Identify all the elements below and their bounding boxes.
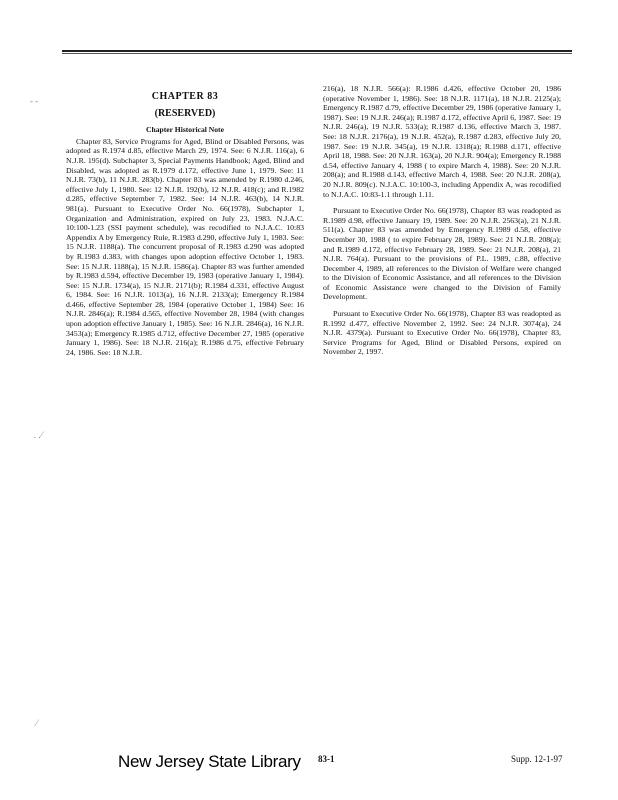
historical-note-paragraph: 216(a), 18 N.J.R. 566(a): R.1986 d.426, effective October 20, 1986 (operative November 1, 1986). See: 18 N.J.R. 1171(a), 18 N.J.R. 2125(a); Emergency R.1987 d.79, effective December 29, 1986 (operative January 1, 1987). See: 19 N.J.R. 246(a); R.1987 d.172, effective April 6, 1987. See: 19 N.J.R. 246(a), 19 N.J.R. 533(a); R.1987 d.136, effective March 3, 1987. See: 18 N.J.R. 2176(a), 19 N.J.R. 452(a), R.1987 d.283, effective July 20, 1987. See: 19 N.J.R. 345(a), 19 N.J.R. 1318(a); R.1988 d.171, effective April 18, 1988. See: 20 N.J.R. 163(a), 20 N.J.R. 904(a); Emergency R.1988 d.54, effective January 4, 1988 ( to expire March 4, 1988). See: 20 N.J.R. 208(a); and R.1988 d.143, effective March 4, 1988. See: 20 N.J.R. 208(a), 20 N.J.R. 809(c). N.J.A.C. 10:100-3, including Appendix A, was recodified to N.J.A.C. 10:83-1.1 through 1.11.	[323, 84, 561, 199]
left-column	[66, 84, 304, 364]
right-column	[323, 84, 561, 364]
historical-note-paragraph: Pursuant to Executive Order No. 66(1978), Chapter 83 was readopted as R.1989 d.98, effective January 19, 1989. See: 20 N.J.R. 2563(a), 21 N.J.R. 511(a). Chapter 83 was amended by Emergency R.1989 d.58, effective December 30, 1988 ( to expire February 28, 1989). See: 21 N.J.R. 208(a); and R.1989 d.172, effective February 28, 1989. See: 21 N.J.R. 208(a), 21 N.J.R. 764(a). Pursuant to the provisions of P.L. 1989, c.88, effective December 4, 1989, all references to the Division of Welfare were changed to the Division of Economic Assistance, and all references to the Division of Economic Assistance were changed to the Division of Family Development.	[323, 206, 561, 302]
top-rule-secondary	[62, 53, 572, 54]
chapter-title: CHAPTER 83	[151, 91, 219, 102]
top-rule	[62, 50, 572, 52]
page-number: 83-1	[318, 754, 335, 764]
margin-mark: ⁄	[36, 718, 38, 728]
historical-note-paragraph: Chapter 83, Service Programs for Aged, Blind or Disabled Persons, was adopted as R.1974 d.85, effective March 29, 1974. See: 6 N.J.R. 116(a), 6 N.J.R. 195(d). Subchapter 3, Special Payments Handbook; Aged, Blind and Disabled, was adopted as R.1979 d.172, effective June 1, 1979. See: 11 N.J.R. 73(b), 11 N.J.R. 283(b). Chapter 83 was amended by R.1980 d.246, effective July 1, 1980. See: 12 N.J.R. 192(b), 12 N.J.R. 418(c); and R.1982 d.285, effective September 7, 1982. See: 14 N.J.R. 463(b), 14 N.J.R. 981(a). Pursuant to Executive Order No. 66(1978), Subchapter 1, Organization and Administration, expired on July 23, 1983. N.J.A.C. 10:100-1.23 (SSI payment schedule), was recodified to N.J.A.C. 10:83 Appendix A by Emergency Rule, R.1983 d.290, effective July 1, 1983. See: 15 N.J.R. 1188(a). The concurrent proposal of R.1983 d.290 was adopted by R.1983 d.383, with changes upon adoption effective October 1, 1983. See: 15 N.J.R. 1188(a), 15 N.J.R. 1586(a). Chapter 83 was further amended by R.1983 d.594, effective December 19, 1983 (operative January 1, 1984). See: 15 N.J.R. 1734(a), 15 N.J.R. 2171(b); R.1984 d.331, effective August 6, 1984. See: 16 N.J.R. 1013(a), 16 N.J.R. 2133(a); Emergency R.1984 d.466, effective September 28, 1984 (operative October 1, 1984) See: 16 N.J.R. 2846(a); R.1984 d.565, effective November 28, 1984 (with changes upon adoption effective January 1, 1985). See: 16 N.J.R. 2846(a), 16 N.J.R. 3453(a); Emergency R.1985 d.712, effective December 27, 1985 (operative January 1, 1986). See: 18 N.J.R. 216(a); R.1986 d.75, effective February 24, 1986. See: 18 N.J.R.	[66, 136, 304, 357]
margin-mark: - -	[30, 96, 39, 106]
margin-mark: . .⁄	[34, 430, 43, 440]
supplement-date: Supp. 12-1-97	[511, 754, 563, 764]
page-footer	[0, 752, 618, 782]
historical-note-paragraph: Pursuant to Executive Order No. 66(1978), Chapter 83 was readopted as R.1992 d.477, effective November 2, 1992. See: 24 N.J.R. 3074(a), 24 N.J.R. 4379(a). Pursuant to Executive Order No. 66(1978), Chapter 83, Service Programs for Aged, Blind or Disabled Persons, expired on November 2, 1997.	[323, 309, 561, 357]
historical-note-heading: Chapter Historical Note	[146, 125, 224, 135]
chapter-status: (RESERVED)	[154, 107, 216, 119]
library-stamp: New Jersey State Library	[118, 752, 301, 771]
